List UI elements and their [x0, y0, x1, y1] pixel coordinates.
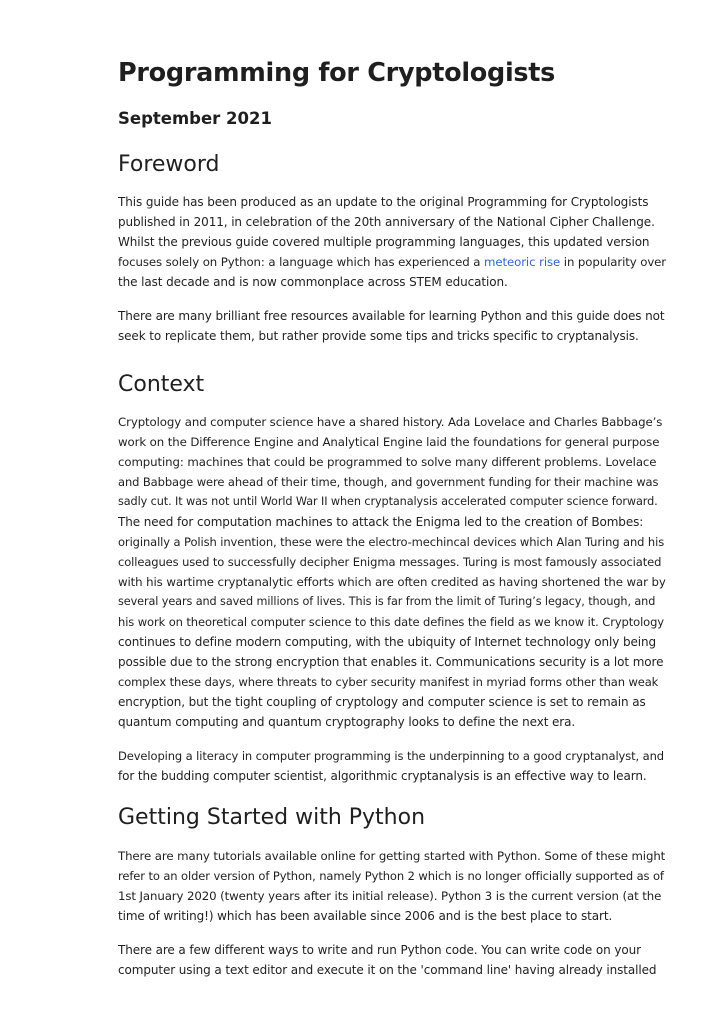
paragraph-line: work on the Difference Engine and Analytical Engine laid the foundations for general purpose [118, 435, 660, 449]
line-text: focuses solely on Python: a language which has experienced a [118, 255, 484, 269]
paragraph-line: possible due to the strong encryption that enables it. Communications security is a lot more [118, 655, 664, 669]
paragraph-line: There are many brilliant free resources available for learning Python and this guide does not [118, 309, 665, 323]
document-date: September 2021 [118, 109, 272, 128]
paragraph-line: refer to an older version of Python, namely Python 2 which is no longer officially supported as of [118, 869, 664, 883]
paragraph-line: seek to replicate them, but rather provide some tips and tricks specific to cryptanalysis. [118, 329, 639, 343]
paragraph-line: There are many tutorials available online for getting started with Python. Some of these might [118, 849, 666, 863]
paragraph-line: computer using a text editor and execute it on the 'command line' having already installed [118, 963, 657, 977]
meteoric-rise-link[interactable]: meteoric rise [484, 255, 561, 269]
paragraph-line: complex these days, where threats to cyber security manifest in myriad forms other than weak [118, 675, 659, 689]
paragraph-line: Whilst the previous guide covered multiple programming languages, this updated version [118, 235, 650, 249]
context-heading: Context [118, 372, 205, 397]
paragraph-line: quantum computing and quantum cryptography looks to define the next era. [118, 715, 576, 729]
paragraph-line: 1st January 2020 (twenty years after its initial release). Python 3 is the current version (at the [118, 889, 662, 903]
document-title: Programming for Cryptologists [118, 58, 556, 88]
paragraph-line: for the budding computer scientist, algorithmic cryptanalysis is an effective way to learn. [118, 769, 647, 783]
getting-started-heading: Getting Started with Python [118, 805, 426, 830]
paragraph-line: and Babbage were ahead of their time, though, and government funding for their machine was [118, 475, 659, 489]
paragraph-line: There are a few different ways to write and run Python code. You can write code on your [118, 943, 641, 957]
paragraph-line: computing: machines that could be programmed to solve many different problems. Lovelace [118, 455, 657, 469]
paragraph-line: Developing a literacy in computer programming is the underpinning to a good cryptanalyst, and [118, 749, 664, 763]
paragraph-line: originally a Polish invention, these were the electro-mechincal devices which Alan Turing and his [118, 535, 665, 549]
paragraph-line [118, 252, 666, 272]
paragraph-line: sadly cut. It was not until World War II when cryptanalysis accelerated computer science forward. [118, 495, 658, 508]
paragraph-line: continues to define modern computing, with the ubiquity of Internet technology only being [118, 635, 657, 649]
line-text: in popularity over [560, 255, 667, 269]
getting-started-paragraph-1 [118, 846, 666, 926]
getting-started-paragraph-2 [118, 940, 666, 980]
paragraph-line: several years and saved millions of lives. This is far from the limit of Turing’s legacy, though, and [118, 595, 656, 608]
paragraph-line: This guide has been produced as an update to the original Programming for Cryptologists [118, 195, 649, 209]
paragraph-line: the last decade and is now commonplace across STEM education. [118, 275, 508, 289]
foreword-paragraph-2 [118, 306, 666, 346]
paragraph-line: published in 2011, in celebration of the 20th anniversary of the National Cipher Challenge. [118, 215, 655, 229]
context-paragraph-1 [118, 412, 666, 732]
foreword-paragraph-1 [118, 192, 666, 292]
foreword-heading: Foreword [118, 152, 220, 177]
paragraph-line: with his wartime cryptanalytic efforts which are often credited as having shortened the war by [118, 575, 666, 589]
paragraph-line: The need for computation machines to attack the Enigma led to the creation of Bombes: [118, 515, 644, 529]
paragraph-line: time of writing!) which has been available since 2006 and is the best place to start. [118, 909, 613, 923]
paragraph-line: encryption, but the tight coupling of cryptology and computer science is set to remain as [118, 695, 646, 709]
paragraph-line: his work on theoretical computer science to this date defines the field as we know it. Cryptology [118, 615, 665, 629]
context-paragraph-2 [118, 746, 666, 786]
paragraph-line: colleagues used to successfully decipher Enigma messages. Turing is most famously associated [118, 555, 662, 569]
paragraph-line: Cryptology and computer science have a shared history. Ada Lovelace and Charles Babbage’s [118, 415, 663, 429]
